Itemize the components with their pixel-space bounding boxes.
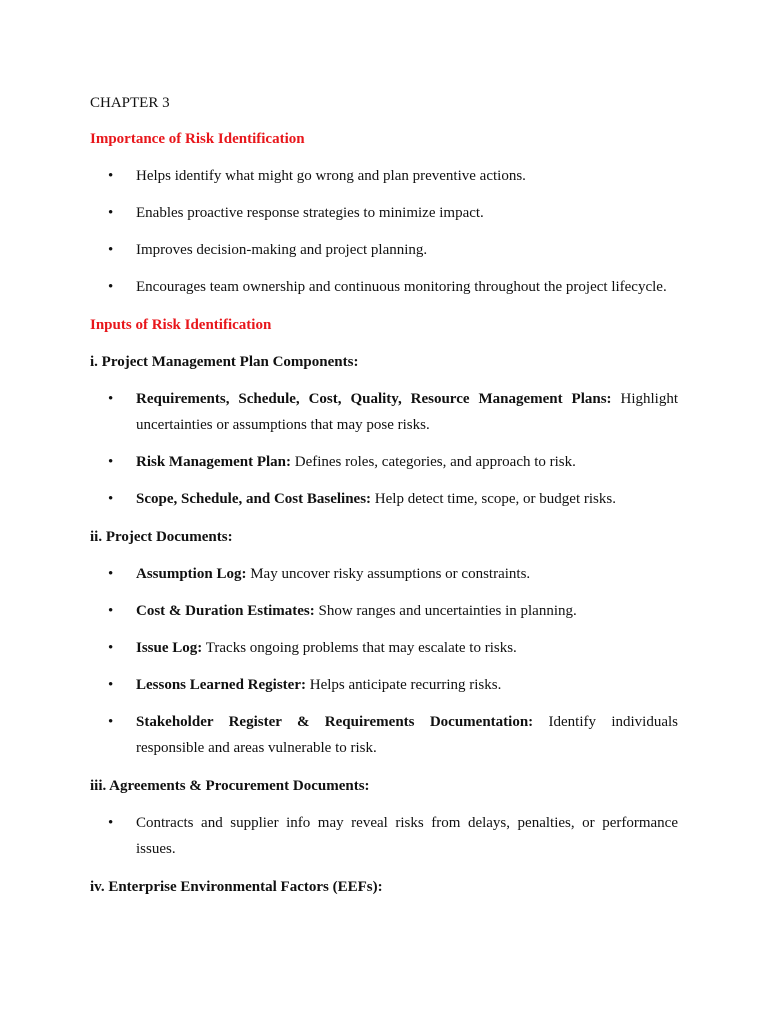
list-item <box>90 635 678 661</box>
bullet-icon: • <box>108 714 114 730</box>
list-item <box>90 709 678 761</box>
subheading-pm-plan: i. Project Management Plan Components: <box>90 354 359 370</box>
description: Tracks ongoing problems that may escalate to risks. <box>202 640 517 656</box>
list-item <box>90 237 678 263</box>
term: Stakeholder Register & Requirements Documentation: <box>136 714 534 730</box>
heading-inputs: Inputs of Risk Identification <box>90 317 272 333</box>
term: Requirements, Schedule, Cost, Quality, Resource Management Plans: <box>136 391 612 407</box>
list-item-text: Encourages team ownership and continuous monitoring throughout the project lifecycle. <box>136 279 667 295</box>
description: Highlight uncertainties or assumptions that may pose risks. <box>136 391 678 433</box>
list-item-text: Improves decision-making and project planning. <box>136 242 428 258</box>
bullet-icon: • <box>108 279 114 295</box>
description: May uncover risky assumptions or constraints. <box>246 566 531 582</box>
list-item <box>90 486 678 512</box>
subheading-eefs: iv. Enterprise Environmental Factors (EEFs): <box>90 879 383 895</box>
list-item <box>90 386 678 438</box>
bullet-icon: • <box>108 454 114 470</box>
term: Issue Log: <box>136 640 203 656</box>
bullet-icon: • <box>108 242 114 258</box>
subheading-project-documents: ii. Project Documents: <box>90 529 233 545</box>
list-item <box>90 163 678 189</box>
bullet-icon: • <box>108 815 114 831</box>
description: Show ranges and uncertainties in planning. <box>314 603 577 619</box>
list-item <box>90 449 678 475</box>
chapter-label: CHAPTER 3 <box>90 95 170 111</box>
bullet-icon: • <box>108 603 114 619</box>
list-item-text: Enables proactive response strategies to minimize impact. <box>136 205 484 221</box>
bullet-icon: • <box>108 640 114 656</box>
list-item <box>90 561 678 587</box>
bullet-icon: • <box>108 168 114 184</box>
description: Helps anticipate recurring risks. <box>305 677 502 693</box>
bullet-icon: • <box>108 491 114 507</box>
bullet-icon: • <box>108 205 114 221</box>
bullet-icon: • <box>108 391 114 407</box>
term: Risk Management Plan: <box>136 454 291 470</box>
description: Identify individuals responsible and areas vulnerable to risk. <box>136 714 678 756</box>
list-item <box>90 274 678 300</box>
list-item-text: Helps identify what might go wrong and plan preventive actions. <box>136 168 526 184</box>
bullet-icon: • <box>108 566 114 582</box>
term: Scope, Schedule, and Cost Baselines: <box>136 491 372 507</box>
term: Lessons Learned Register: <box>136 677 306 693</box>
term: Cost & Duration Estimates: <box>136 603 315 619</box>
term: Assumption Log: <box>136 566 247 582</box>
subheading-agreements: iii. Agreements & Procurement Documents: <box>90 778 370 794</box>
list-item <box>90 810 678 862</box>
list-item-text: Contracts and supplier info may reveal risks from delays, penalties, or performance issues. <box>136 815 678 857</box>
list-item <box>90 672 678 698</box>
heading-importance: Importance of Risk Identification <box>90 131 305 147</box>
list-item <box>90 200 678 226</box>
description: Help detect time, scope, or budget risks. <box>371 491 616 507</box>
bullet-icon: • <box>108 677 114 693</box>
list-item <box>90 598 678 624</box>
description: Defines roles, categories, and approach to risk. <box>291 454 576 470</box>
